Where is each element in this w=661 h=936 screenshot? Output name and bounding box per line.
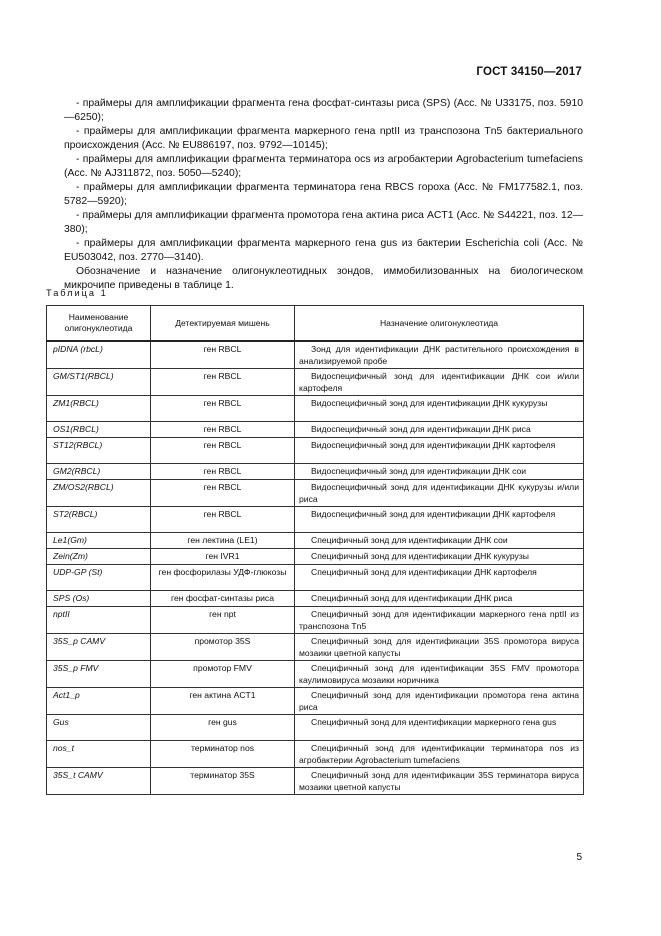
target-gene: ген фосфорилазы УДФ-глюкозы (151, 565, 295, 591)
oligonucleotide-name: Zein(Zm) (47, 549, 151, 565)
target-gene: ген RBCL (151, 396, 295, 422)
table-row (47, 438, 584, 464)
body-text (64, 97, 583, 293)
purpose-text: Специфичный зонд для идентификации ДНК риса (295, 591, 584, 607)
table-row (47, 768, 584, 795)
table-row (47, 533, 584, 549)
oligonucleotide-name: SPS (Os) (47, 591, 151, 607)
oligonucleotide-name: pIDNA (rbcL) (47, 341, 151, 369)
target-gene: ген RBCL (151, 438, 295, 464)
target-gene: терминатор 35S (151, 768, 295, 795)
target-gene: ген RBCL (151, 507, 295, 533)
list-item: - праймеры для амплификации фрагмента промотора гена актина риса ACT1 (Асс. № S44221, поз. 12—380); (64, 210, 583, 235)
target-gene: ген RBCL (151, 422, 295, 438)
oligonucleotide-name: UDP-GP (St) (47, 565, 151, 591)
purpose-text: Специфичный зонд для идентификации ДНК кукурузы (295, 549, 584, 565)
column-header-name: Наименование олигонуклеотида (47, 306, 151, 342)
target-gene: ген лектина (LE1) (151, 533, 295, 549)
oligonucleotide-name: 35S_p FMV (47, 661, 151, 688)
oligonucleotide-name: Act1_p (47, 688, 151, 715)
purpose-text: Специфичный зонд для идентификации 35S промотора вируса мозаики цветной капусты (295, 634, 584, 661)
purpose-text: Специфичный зонд для идентификации маркерного гена nptII из транспозона Tn5 (295, 607, 584, 634)
oligonucleotide-name: GM2(RBCL) (47, 464, 151, 480)
column-header-purpose: Назначение олигонуклеотида (295, 306, 584, 342)
target-gene: ген RBCL (151, 369, 295, 396)
purpose-text: Специфичный зонд для идентификации ДНК картофеля (295, 565, 584, 591)
document-header: ГОСТ 34150—2017 (476, 66, 582, 78)
target-gene: ген RBCL (151, 464, 295, 480)
table-row (47, 634, 584, 661)
target-gene: ген IVR1 (151, 549, 295, 565)
table-row (47, 369, 584, 396)
target-gene: промотор FMV (151, 661, 295, 688)
table-row (47, 688, 584, 715)
purpose-text: Видоспецифичный зонд для идентификации ДНК картофеля (295, 438, 584, 464)
purpose-text: Специфичный зонд для идентификации терминатора nos из агробактерии Agrobacterium tumefaciens (295, 741, 584, 768)
target-gene: ген npt (151, 607, 295, 634)
list-item: - праймеры для амплификации фрагмента терминатора ocs из агробактерии Agrobacterium tumefaciens (Асс. № AJ311872, поз. 5050—5240); (64, 154, 583, 179)
oligonucleotide-name: GM/ST1(RBCL) (47, 369, 151, 396)
oligonucleotide-table (46, 305, 584, 795)
oligonucleotide-name: 35S_p CAMV (47, 634, 151, 661)
table-header-row (47, 306, 584, 342)
table-row (47, 396, 584, 422)
oligonucleotide-name: ST12(RBCL) (47, 438, 151, 464)
purpose-text: Специфичный зонд для идентификации 35S FMV промотора каулимовируса мозаики норичника (295, 661, 584, 688)
target-gene: терминатор nos (151, 741, 295, 768)
list-item: - праймеры для амплификации фрагмента маркерного гена nptII из транспозона Tn5 бактериального происхождения (Асс. № EU886197, поз. 9792—10145); (64, 126, 583, 151)
oligonucleotide-name: ST2(RBCL) (47, 507, 151, 533)
table-row (47, 741, 584, 768)
target-gene: промотор 35S (151, 634, 295, 661)
list-item: - праймеры для амплификации фрагмента маркерного гена gus из бактерии Escherichia coli (Асс. № EU503042, поз. 2770—3140). (64, 238, 583, 263)
target-gene: ген gus (151, 715, 295, 741)
target-gene: ген фосфат-синтазы риса (151, 591, 295, 607)
list-item: - праймеры для амплификации фрагмента терминатора гена RBCS гороха (Асс. № FM177582.1, поз. 5782—5920); (64, 182, 583, 207)
target-gene: ген RBCL (151, 480, 295, 507)
purpose-text: Специфичный зонд для идентификации ДНК сои (295, 533, 584, 549)
purpose-text: Видоспецифичный зонд для идентификации ДНК кукурузы (295, 396, 584, 422)
oligonucleotide-name: OS1(RBCL) (47, 422, 151, 438)
oligonucleotide-name: nptII (47, 607, 151, 634)
list-item: - праймеры для амплификации фрагмента гена фосфат-синтазы риса (SPS) (Асс. № U33175, поз. 5910—6250); (64, 98, 583, 123)
oligonucleotide-name: Gus (47, 715, 151, 741)
purpose-text: Специфичный зонд для идентификации промотора гена актина риса (295, 688, 584, 715)
table-row (47, 591, 584, 607)
table-caption: Таблица 1 (46, 288, 108, 298)
table-row (47, 715, 584, 741)
purpose-text: Видоспецифичный зонд для идентификации ДНК сои (295, 464, 584, 480)
column-header-target: Детектируемая мишень (151, 306, 295, 342)
table-row (47, 549, 584, 565)
table-row (47, 661, 584, 688)
table-row (47, 422, 584, 438)
table-row (47, 464, 584, 480)
table-row (47, 607, 584, 634)
table-reference-paragraph: Обозначение и назначение олигонуклеотидных зондов, иммобилизованных на биологическом микрочипе приведены в таблице 1. (64, 266, 583, 291)
table-row (47, 507, 584, 533)
purpose-text: Видоспецифичный зонд для идентификации ДНК кукурузы и/или риса (295, 480, 584, 507)
oligonucleotide-name: ZM1(RBCL) (47, 396, 151, 422)
table-row (47, 565, 584, 591)
oligonucleotide-name: nos_t (47, 741, 151, 768)
table-row (47, 480, 584, 507)
purpose-text: Зонд для идентификации ДНК растительного происхождения в анализируемой пробе (295, 341, 584, 369)
target-gene: ген актина ACT1 (151, 688, 295, 715)
purpose-text: Специфичный зонд для идентификации 35S терминатора вируса мозаики цветной капусты (295, 768, 584, 795)
oligonucleotide-name: 35S_t CAMV (47, 768, 151, 795)
page-number: 5 (576, 852, 582, 863)
oligonucleotide-name: Le1(Gm) (47, 533, 151, 549)
purpose-text: Видоспецифичный зонд для идентификации ДНК риса (295, 422, 584, 438)
target-gene: ген RBCL (151, 341, 295, 369)
purpose-text: Видоспецифичный зонд для идентификации ДНК картофеля (295, 507, 584, 533)
oligonucleotide-name: ZM/OS2(RBCL) (47, 480, 151, 507)
purpose-text: Специфичный зонд для идентификации маркерного гена gus (295, 715, 584, 741)
table-row (47, 341, 584, 369)
purpose-text: Видоспецифичный зонд для идентификации ДНК сои и/или картофеля (295, 369, 584, 396)
